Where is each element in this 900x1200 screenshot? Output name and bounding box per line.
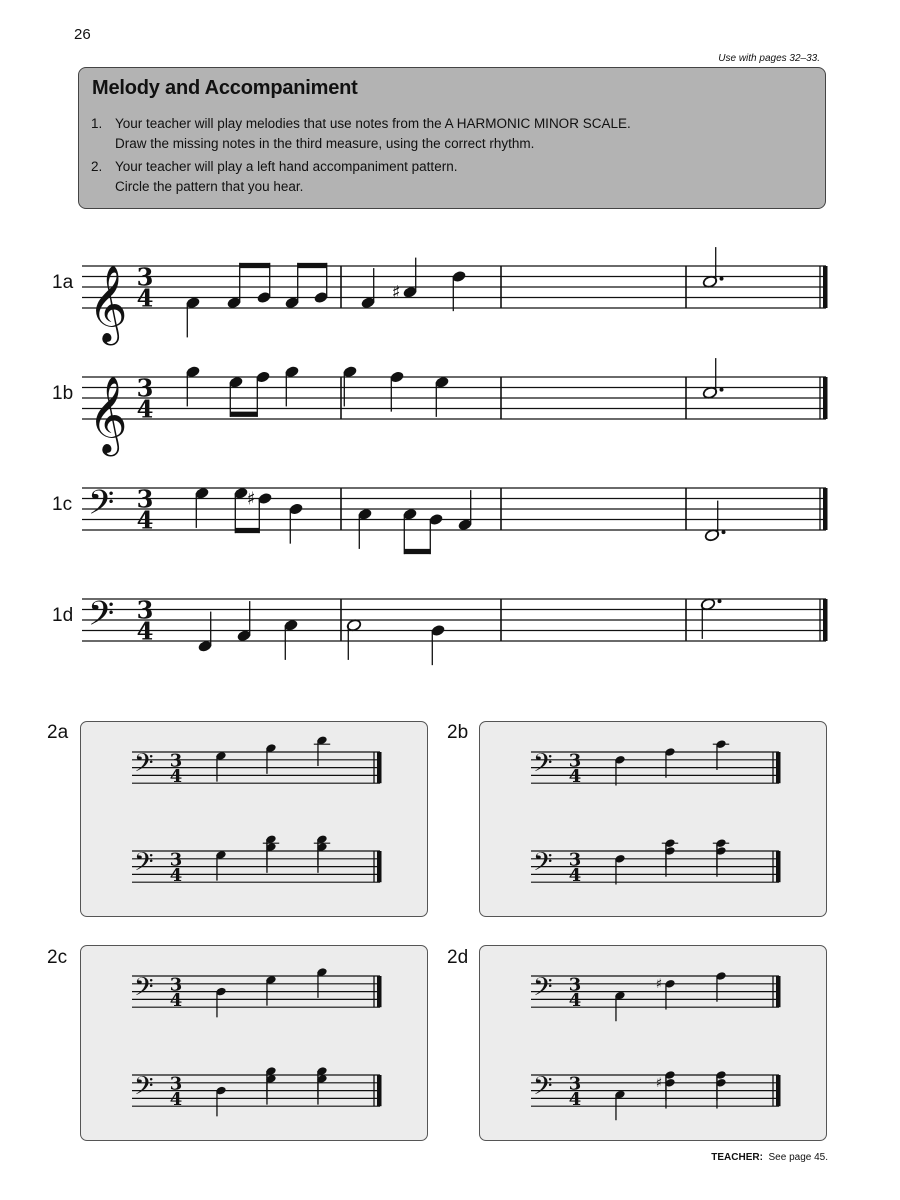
bass-clef-icon: 𝄢 [134, 1072, 154, 1108]
instruction-line: Circle the pattern that you hear. [115, 179, 304, 194]
melody-staff-1d [82, 594, 828, 666]
melody-staff-1a [82, 247, 828, 346]
accompaniment-staves-2d [531, 971, 781, 1120]
time-signature-bottom: 4 [568, 1089, 582, 1111]
exercise-label-1b: 1b [52, 383, 74, 404]
accompaniment-staves-2c [132, 967, 382, 1116]
footer-text: See page 45. [768, 1152, 828, 1163]
time-signature-bottom: 4 [568, 865, 582, 887]
final-barline-thick [377, 1075, 382, 1106]
beam [240, 263, 270, 268]
instruction-line: Your teacher will play melodies that use notes from the A HARMONIC MINOR SCALE. [115, 116, 631, 131]
time-signature-bottom: 4 [568, 766, 582, 788]
accompaniment-staves-2b [531, 739, 781, 886]
bass-clef-icon: 𝄢 [533, 848, 553, 884]
time-signature-top: 3 [136, 373, 154, 403]
time-signature-top: 3 [169, 849, 183, 871]
treble-clef-icon: 𝄞 [88, 263, 128, 342]
box-title: Melody and Accompaniment [92, 77, 358, 99]
melody-staff-1b [82, 358, 828, 457]
time-signature-top: 3 [169, 750, 183, 772]
dot [720, 277, 724, 281]
dot [718, 599, 722, 603]
bass-clef-icon: 𝄢 [533, 749, 553, 785]
exercise-label-2c: 2c [47, 947, 68, 968]
time-signature-top: 3 [568, 849, 582, 871]
time-signature-bottom: 4 [136, 283, 154, 313]
treble-clef-icon: 𝄞 [88, 374, 128, 453]
exercise-label-2d: 2d [447, 947, 469, 968]
bass-clef-icon: 𝄢 [533, 973, 553, 1009]
final-barline-thick [776, 1075, 781, 1106]
final-barline-thick [377, 752, 382, 783]
sharp-icon: ♯ [391, 282, 401, 304]
time-signature-top: 3 [568, 1073, 582, 1095]
sharp-icon: ♯ [655, 977, 663, 993]
bass-clef-icon: 𝄢 [88, 593, 115, 642]
instruction-number: 2. [91, 159, 103, 174]
final-barline-thick [377, 976, 382, 1007]
exercise-label-2b: 2b [447, 722, 469, 743]
teacher-footer [711, 1152, 828, 1163]
time-signature-top: 3 [136, 262, 154, 292]
beam [298, 263, 327, 268]
beam [230, 412, 257, 417]
time-signature-top: 3 [169, 1073, 183, 1095]
time-signature-top: 3 [568, 750, 582, 772]
final-barline-thick [377, 851, 382, 882]
melody-staff-1c [82, 483, 828, 555]
use-with-note: Use with pages 32–33. [718, 53, 820, 64]
dot [722, 530, 726, 534]
dot [720, 388, 724, 392]
time-signature-bottom: 4 [169, 990, 183, 1012]
bass-clef-icon: 𝄢 [533, 1072, 553, 1108]
time-signature-bottom: 4 [136, 616, 154, 646]
final-barline-thick [823, 266, 828, 308]
time-signature-top: 3 [136, 484, 154, 514]
page-number: 26 [74, 26, 91, 43]
accompaniment-staves [0, 700, 900, 1160]
time-signature-bottom: 4 [136, 394, 154, 424]
time-signature-top: 3 [169, 974, 183, 996]
final-barline-thick [823, 488, 828, 530]
time-signature-bottom: 4 [169, 865, 183, 887]
beam [404, 549, 430, 554]
sharp-icon: ♯ [655, 1076, 663, 1092]
final-barline-thick [823, 377, 828, 419]
final-barline-thick [823, 599, 828, 641]
final-barline-thick [776, 752, 781, 783]
time-signature-bottom: 4 [169, 766, 183, 788]
instruction-line: Your teacher will play a left hand accompaniment pattern. [115, 159, 458, 174]
time-signature-top: 3 [136, 595, 154, 625]
exercise-label-2a: 2a [47, 722, 69, 743]
time-signature-bottom: 4 [169, 1089, 183, 1111]
time-signature-top: 3 [568, 974, 582, 996]
bass-clef-icon: 𝄢 [134, 848, 154, 884]
time-signature-bottom: 4 [568, 990, 582, 1012]
final-barline-thick [776, 976, 781, 1007]
time-signature-bottom: 4 [136, 505, 154, 535]
bass-clef-icon: 𝄢 [134, 973, 154, 1009]
exercise-label-1c: 1c [52, 494, 73, 515]
final-barline-thick [776, 851, 781, 882]
bass-clef-icon: 𝄢 [88, 482, 115, 531]
bass-clef-icon: 𝄢 [134, 749, 154, 785]
footer-label: TEACHER: [711, 1152, 763, 1163]
sharp-icon: ♯ [246, 488, 256, 510]
instruction-line: Draw the missing notes in the third measure, using the correct rhythm. [115, 136, 535, 151]
accompaniment-staves-2a [132, 735, 382, 886]
instruction-number: 1. [91, 116, 103, 131]
beam [235, 528, 259, 533]
exercise-label-1d: 1d [52, 605, 74, 626]
exercise-label-1a: 1a [52, 272, 74, 293]
